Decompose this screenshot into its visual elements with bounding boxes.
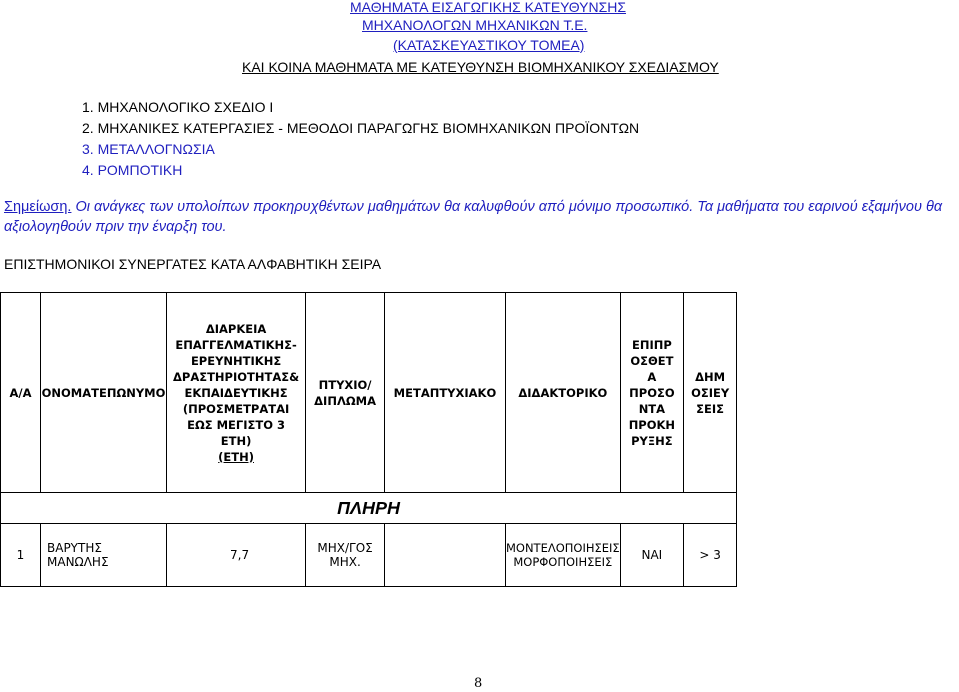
group-label: ΠΛΗΡΗ — [1, 493, 737, 524]
header-line-2: ΜΗΧΑΝΟΛΟΓΩΝ ΜΗΧΑΝΙΚΩΝ Τ.Ε. — [362, 17, 588, 33]
header-masters: ΜΕΤΑΠΤΥΧΙΑΚΟ — [384, 293, 505, 493]
course-item: 1. ΜΗΧΑΝΟΛΟΓΙΚΟ ΣΧΕΔΙΟ Ι — [82, 99, 274, 115]
course-item: 3. ΜΕΤΑΛΛΟΓΝΩΣΙΑ — [82, 141, 215, 157]
course-item: 4. ΡΟΜΠΟΤΙΚΗ — [82, 162, 183, 178]
header-duration-unit: (ΕΤΗ) — [218, 449, 254, 464]
cell-degree: ΜΗΧ/ΓΟΣ ΜΗΧ. — [306, 524, 385, 587]
cell-publications: > 3 — [684, 524, 737, 587]
course-item: 2. ΜΗΧΑΝΙΚΕΣ ΚΑΤΕΡΓΑΣΙΕΣ - ΜΕΘΟΔΟΙ ΠΑΡΑΓΩΓΗΣ ΒΙΟΜΗΧΑΝΙΚΩΝ ΠΡΟΪΟΝΤΩΝ — [82, 120, 640, 136]
course-list — [82, 96, 639, 180]
collaborators-table — [0, 292, 737, 587]
note-paragraph — [4, 197, 959, 237]
note-label: Σημείωση. — [4, 199, 72, 215]
header-line-1: ΜΑΘΗΜΑΤΑ ΕΙΣΑΓΩΓΙΚΗΣ ΚΑΤΕΥΘΥΝΣΗΣ — [350, 0, 627, 15]
header-duration-text: ΔΙΑΡΚΕΙΑ ΕΠΑΓΓΕΛΜΑΤΙΚΗΣ-ΕΡΕΥΝΗΤΙΚΗΣ ΔΡΑΣΤΗΡΙΟΤΗΤΑΣ& ΕΚΠΑΙΔΕΥΤΙΚΗΣ (ΠΡΟΣΜΕΤΡΑΤΑΙ ΕΩΣ ΜΕΓΙΣΤΟ 3 ΕΤΗ) — [173, 321, 300, 448]
group-row — [1, 493, 737, 524]
cell-phd: ΜΟΝΤΕΛΟΠΟΙΗΣΕΙΣ ΜΟΡΦΟΠΟΙΗΣΕΙΣ — [505, 524, 620, 587]
header-duration — [167, 293, 306, 493]
cell-eligible: ΝΑΙ — [620, 524, 683, 587]
page-number: 8 — [474, 676, 483, 691]
table-row — [1, 524, 737, 587]
header-phd: ΔΙΔΑΚΤΟΡΙΚΟ — [505, 293, 620, 493]
header-line-3: (ΚΑΤΑΣΚΕΥΑΣΤΙΚΟΥ ΤΟΜΕΑ) — [393, 37, 585, 53]
cell-duration: 7,7 — [167, 524, 306, 587]
header-line-4: ΚΑΙ ΚΟΙΝΑ ΜΑΘΗΜΑΤΑ ΜΕ ΚΑΤΕΥΘΥΝΣΗ ΒΙΟΜΗΧΑΝΙΚΟΥ ΣΧΕΔΙΑΣΜΟΥ — [242, 59, 719, 75]
section-title: ΕΠΙΣΤΗΜΟΝΙΚΟΙ ΣΥΝΕΡΓΑΤΕΣ ΚΑΤΑ ΑΛΦΑΒΗΤΙΚΗ ΣΕΙΡΑ — [4, 256, 382, 272]
cell-aa: 1 — [1, 524, 41, 587]
table-header-row — [1, 293, 737, 493]
header-name: ΟΝΟΜΑΤΕΠΩΝΥΜΟ — [41, 293, 167, 493]
header-degree: ΠΤΥΧΙΟ/ ΔΙΠΛΩΜΑ — [306, 293, 385, 493]
header-publications: ΔΗΜ ΟΣΙΕΥ ΣΕΙΣ — [684, 293, 737, 493]
header-aa: Α/Α — [1, 293, 41, 493]
cell-name: ΒΑΡΥΤΗΣ ΜΑΝΩΛΗΣ — [41, 524, 167, 587]
header-eligible: ΕΠΙΠΡ ΟΣΘΕΤ Α ΠΡΟΣΟ ΝΤΑ ΠΡΟΚΗ ΡΥΞΗΣ — [620, 293, 683, 493]
note-text: Οι ανάγκες των υπολοίπων προκηρυχθέντων μαθημάτων θα καλυφθούν από μόνιμο προσωπικό. Τα μαθήματα του εαρινού εξαμήνου θα αξιολογηθούν πριν την έναρξη του. — [4, 199, 943, 235]
cell-masters — [384, 524, 505, 587]
